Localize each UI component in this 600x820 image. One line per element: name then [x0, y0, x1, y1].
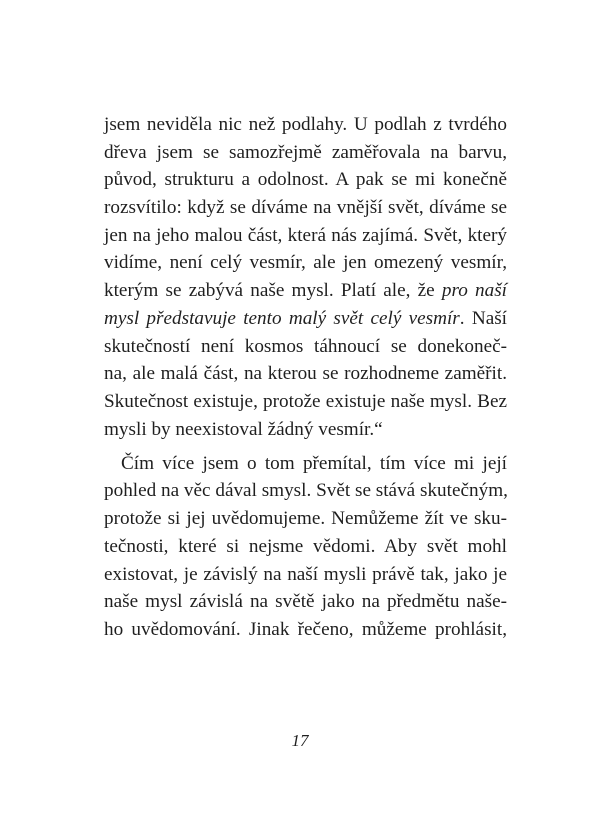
text-line: pohled na věc dával smysl. Svět se stává skutečným,: [104, 480, 508, 502]
text-run: . Naší: [459, 307, 508, 329]
italic-text-run: mysl představuje tento malý svět celý vesmír: [104, 307, 460, 329]
text-line: Skutečnost existuje, protože existuje naše mysl. Bez: [104, 390, 507, 412]
text-line: vidíme, není celý vesmír, ale jen omezený vesmír,: [104, 252, 507, 274]
italic-text-run: pro naší: [441, 280, 507, 302]
text-line: jsem neviděla nic než podlahy. U podlah z tvrdého: [104, 114, 507, 135]
paragraph-2: [104, 450, 507, 644]
text-line: protože si jej uvědomujeme. Nemůžeme žít ve sku-: [104, 508, 507, 530]
text-line: mysli by neexistoval žádný vesmír.“: [104, 418, 383, 440]
text-line: dřeva jsem se samozřejmě zaměřovala na barvu,: [104, 141, 507, 163]
text-line: původ, strukturu a odolnost. A pak se mi konečně: [104, 169, 507, 191]
text-line: naše mysl závislá na světě jako na předmětu naše-: [104, 591, 507, 613]
text-line: na, ale malá část, na kterou se rozhodneme zaměřit.: [104, 363, 507, 385]
text-line: existovat, je závislý na naší mysli právě tak, jako je: [104, 563, 507, 585]
text-line: [104, 305, 507, 333]
page-number: 17: [291, 731, 309, 750]
text-line: tečnosti, které si nejsme vědomi. Aby svět mohl: [104, 535, 507, 557]
body-text: [104, 111, 507, 644]
paragraph-1: [104, 111, 507, 443]
text-line: Čím více jsem o tom přemítal, tím více mi její: [121, 452, 507, 474]
text-line: skutečností není kosmos táhnoucí se donekoneč-: [104, 335, 507, 357]
text-line: [104, 277, 507, 305]
text-line: ho uvědomování. Jinak řečeno, můžeme prohlásit,: [104, 618, 507, 640]
text-line: rozsvítilo: když se díváme na vnější svět, díváme se: [104, 197, 507, 219]
text-run: kterým se zabývá naše mysl. Platí ale, že: [104, 280, 442, 302]
text-line: jen na jeho malou část, která nás zajímá. Svět, který: [104, 224, 507, 246]
